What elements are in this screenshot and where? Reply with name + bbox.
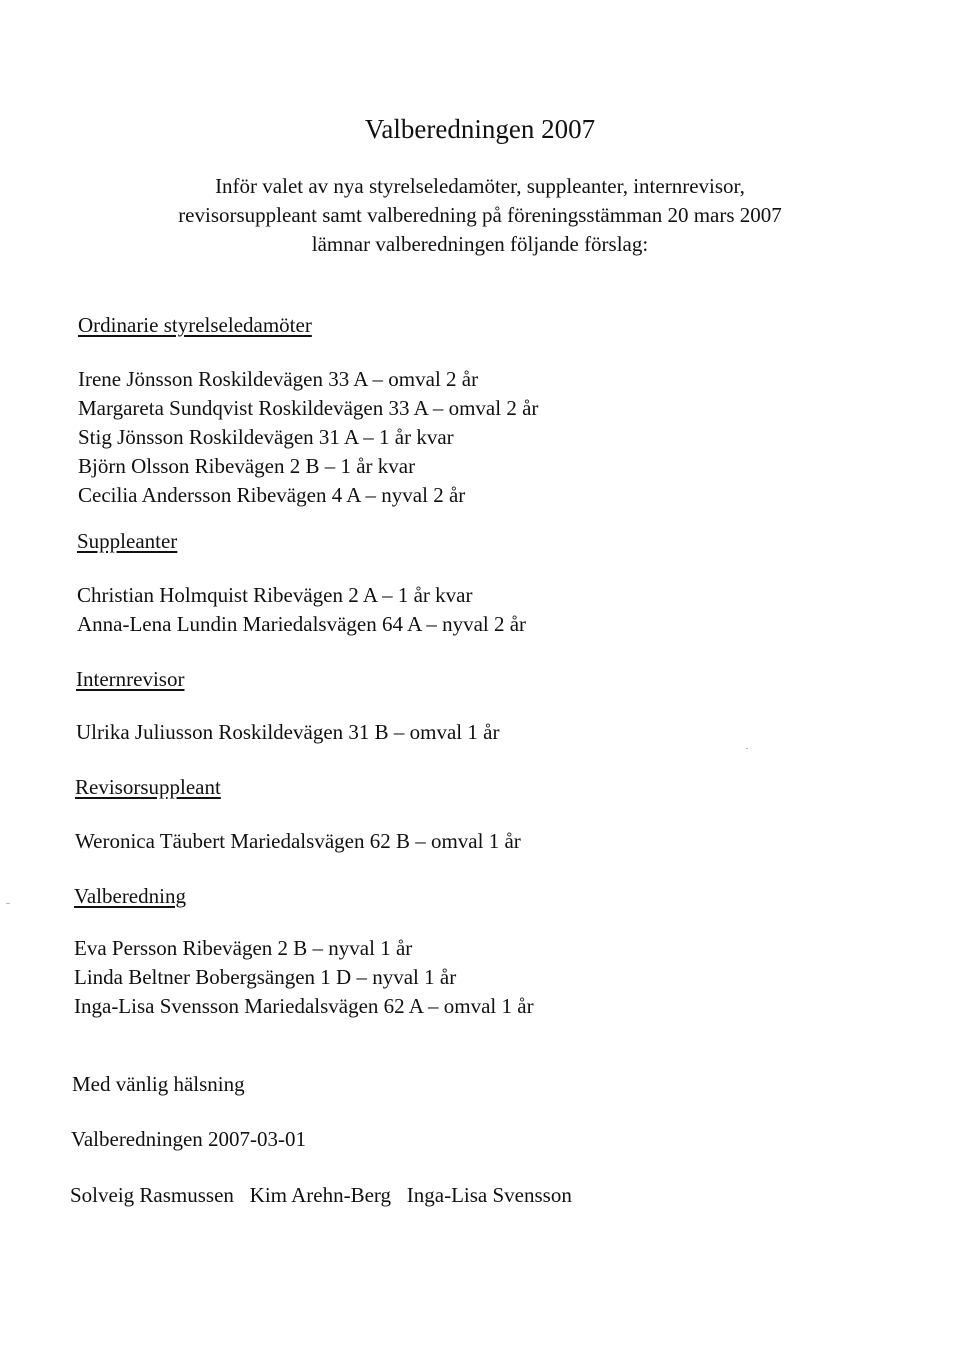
section-heading-valberedning: Valberedning bbox=[74, 884, 186, 908]
list-item: Christian Holmquist Ribevägen 2 A – 1 år kvar bbox=[77, 583, 473, 607]
list-item: Cecilia Andersson Ribevägen 4 A – nyval 2 år bbox=[78, 483, 466, 507]
list-item: Linda Beltner Bobergsängen 1 D – nyval 1 år bbox=[74, 965, 457, 989]
list-item: Björn Olsson Ribevägen 2 B – 1 år kvar bbox=[78, 454, 416, 478]
list-item: Ulrika Juliusson Roskildevägen 31 B – omval 1 år bbox=[76, 720, 500, 744]
scan-speck bbox=[746, 748, 748, 749]
valberedning-list bbox=[74, 934, 534, 1021]
suppleanter-list bbox=[77, 581, 526, 639]
list-item: Stig Jönsson Roskildevägen 31 A – 1 år kvar bbox=[78, 425, 454, 449]
signatory-name: Inga-Lisa Svensson bbox=[406, 1183, 572, 1207]
list-item: Weronica Täubert Mariedalsvägen 62 B – omval 1 år bbox=[75, 829, 521, 853]
intro-line: revisorsuppleant samt valberedning på föreningsstämman 20 mars 2007 bbox=[178, 203, 782, 227]
list-item: Irene Jönsson Roskildevägen 33 A – omval 2 år bbox=[78, 367, 479, 391]
list-item: Anna-Lena Lundin Mariedalsvägen 64 A – nyval 2 år bbox=[77, 612, 527, 636]
intro-paragraph bbox=[0, 172, 960, 259]
intro-line: Inför valet av nya styrelseledamöter, suppleanter, internrevisor, bbox=[215, 174, 745, 198]
section-heading-revisorsuppleant: Revisorsuppleant bbox=[75, 775, 221, 799]
scan-speck bbox=[6, 903, 10, 904]
list-item: Eva Persson Ribevägen 2 B – nyval 1 år bbox=[74, 936, 413, 960]
list-item: Margareta Sundqvist Roskildevägen 33 A – omval 2 år bbox=[78, 396, 539, 420]
document-title: Valberedningen 2007 bbox=[364, 114, 596, 144]
signatory-name: Kim Arehn-Berg bbox=[249, 1183, 392, 1207]
sender-line: Valberedningen 2007-03-01 bbox=[71, 1127, 307, 1151]
closing-greeting: Med vänlig hälsning bbox=[72, 1072, 245, 1096]
list-item: Inga-Lisa Svensson Mariedalsvägen 62 A – omval 1 år bbox=[74, 994, 534, 1018]
section-heading-suppleanter: Suppleanter bbox=[77, 529, 178, 553]
intro-line: lämnar valberedningen följande förslag: bbox=[311, 232, 649, 256]
styrelse-list bbox=[78, 365, 538, 510]
signatory-name: Solveig Rasmussen bbox=[70, 1183, 234, 1207]
signatories bbox=[70, 1182, 572, 1208]
section-heading-internrevisor: Internrevisor bbox=[76, 667, 185, 691]
section-heading-styrelse: Ordinarie styrelseledamöter bbox=[78, 313, 312, 337]
